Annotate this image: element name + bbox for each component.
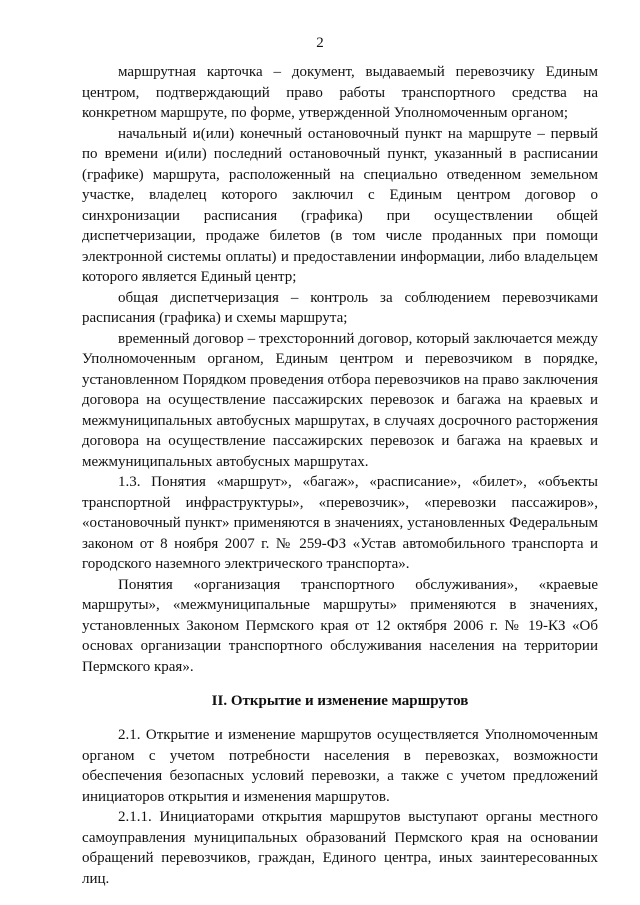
clause-2-1-1: 2.1.1. Инициаторами открытия маршрутов выступают органы местного самоуправления муниципальных образований Пермского края на основании обращений перевозчиков, граждан, Единого центра, иных заинтересованных лиц. xyxy=(82,809,598,887)
definition-terminal-stop: начальный и(или) конечный остановочный пункт на маршруте – первый по времени и(или) последний остановочный пункт, указанный в расписании (графике) маршрута, расположенный на специально отведенном земельном участке, владелец которого заключил с Единым центром договор о синхронизации расписания (графика) при осуществлении общей диспетчеризации, продаже билетов (в том числе проданных при помощи электронной системы оплаты) и предоставлении информации, либо владельцем которого является Единый центр; xyxy=(82,125,598,285)
document-body xyxy=(82,62,598,889)
page-number: 2 xyxy=(316,35,324,51)
clause-2-1: 2.1. Открытие и изменение маршрутов осуществляется Уполномоченным органом с учетом потребности населения в перевозках, возможности обеспечения безопасных условий перевозки, а также с учетом предложений инициаторов открытия и изменения маршрутов. xyxy=(82,727,598,805)
clause-concepts: Понятия «организация транспортного обслуживания», «краевые маршруты», «межмуниципальные маршруты» применяются в значениях, установленных Законом Пермского края от 12 октября 2006 г. № 19-КЗ «Об основах организации транспортного обслуживания населения на территории Пермского края». xyxy=(82,576,598,675)
clause-1-3: 1.3. Понятия «маршрут», «багаж», «расписание», «билет», «объекты транспортной инфраструктуры», «перевозчик», «перевозки пассажиров», «остановочный пункт» применяются в значениях, установленных Федеральным законом от 8 ноября 2007 г. № 259-ФЗ «Устав автомобильного транспорта и городского наземного электрического транспорта». xyxy=(82,474,598,572)
section-heading: II. Открытие и изменение маршрутов xyxy=(211,693,469,709)
definition-temporary-contract: временный договор – трехсторонний договор, который заключается между Уполномоченным органом, Единым центром и перевозчиком в порядке, установленном Порядком проведения отбора перевозчиков на право заключения договора на осуществление пассажирских перевозок и багажа на краевых и межмуниципальных автобусных маршрутах, в случаях досрочного расторжения договора на осуществление пассажирских перевозок и багажа на краевых и межмуниципальных автобусных маршрутах. xyxy=(82,330,598,470)
definition-route-card: маршрутная карточка – документ, выдаваемый перевозчику Единым центром, подтверждающий право работы транспортного средства на конкретном маршруте, по форме, утвержденной Уполномоченным органом; xyxy=(82,64,598,121)
definition-dispatching: общая диспетчеризация – контроль за соблюдением перевозчиками расписания (графика) и схемы маршрута; xyxy=(82,289,598,326)
